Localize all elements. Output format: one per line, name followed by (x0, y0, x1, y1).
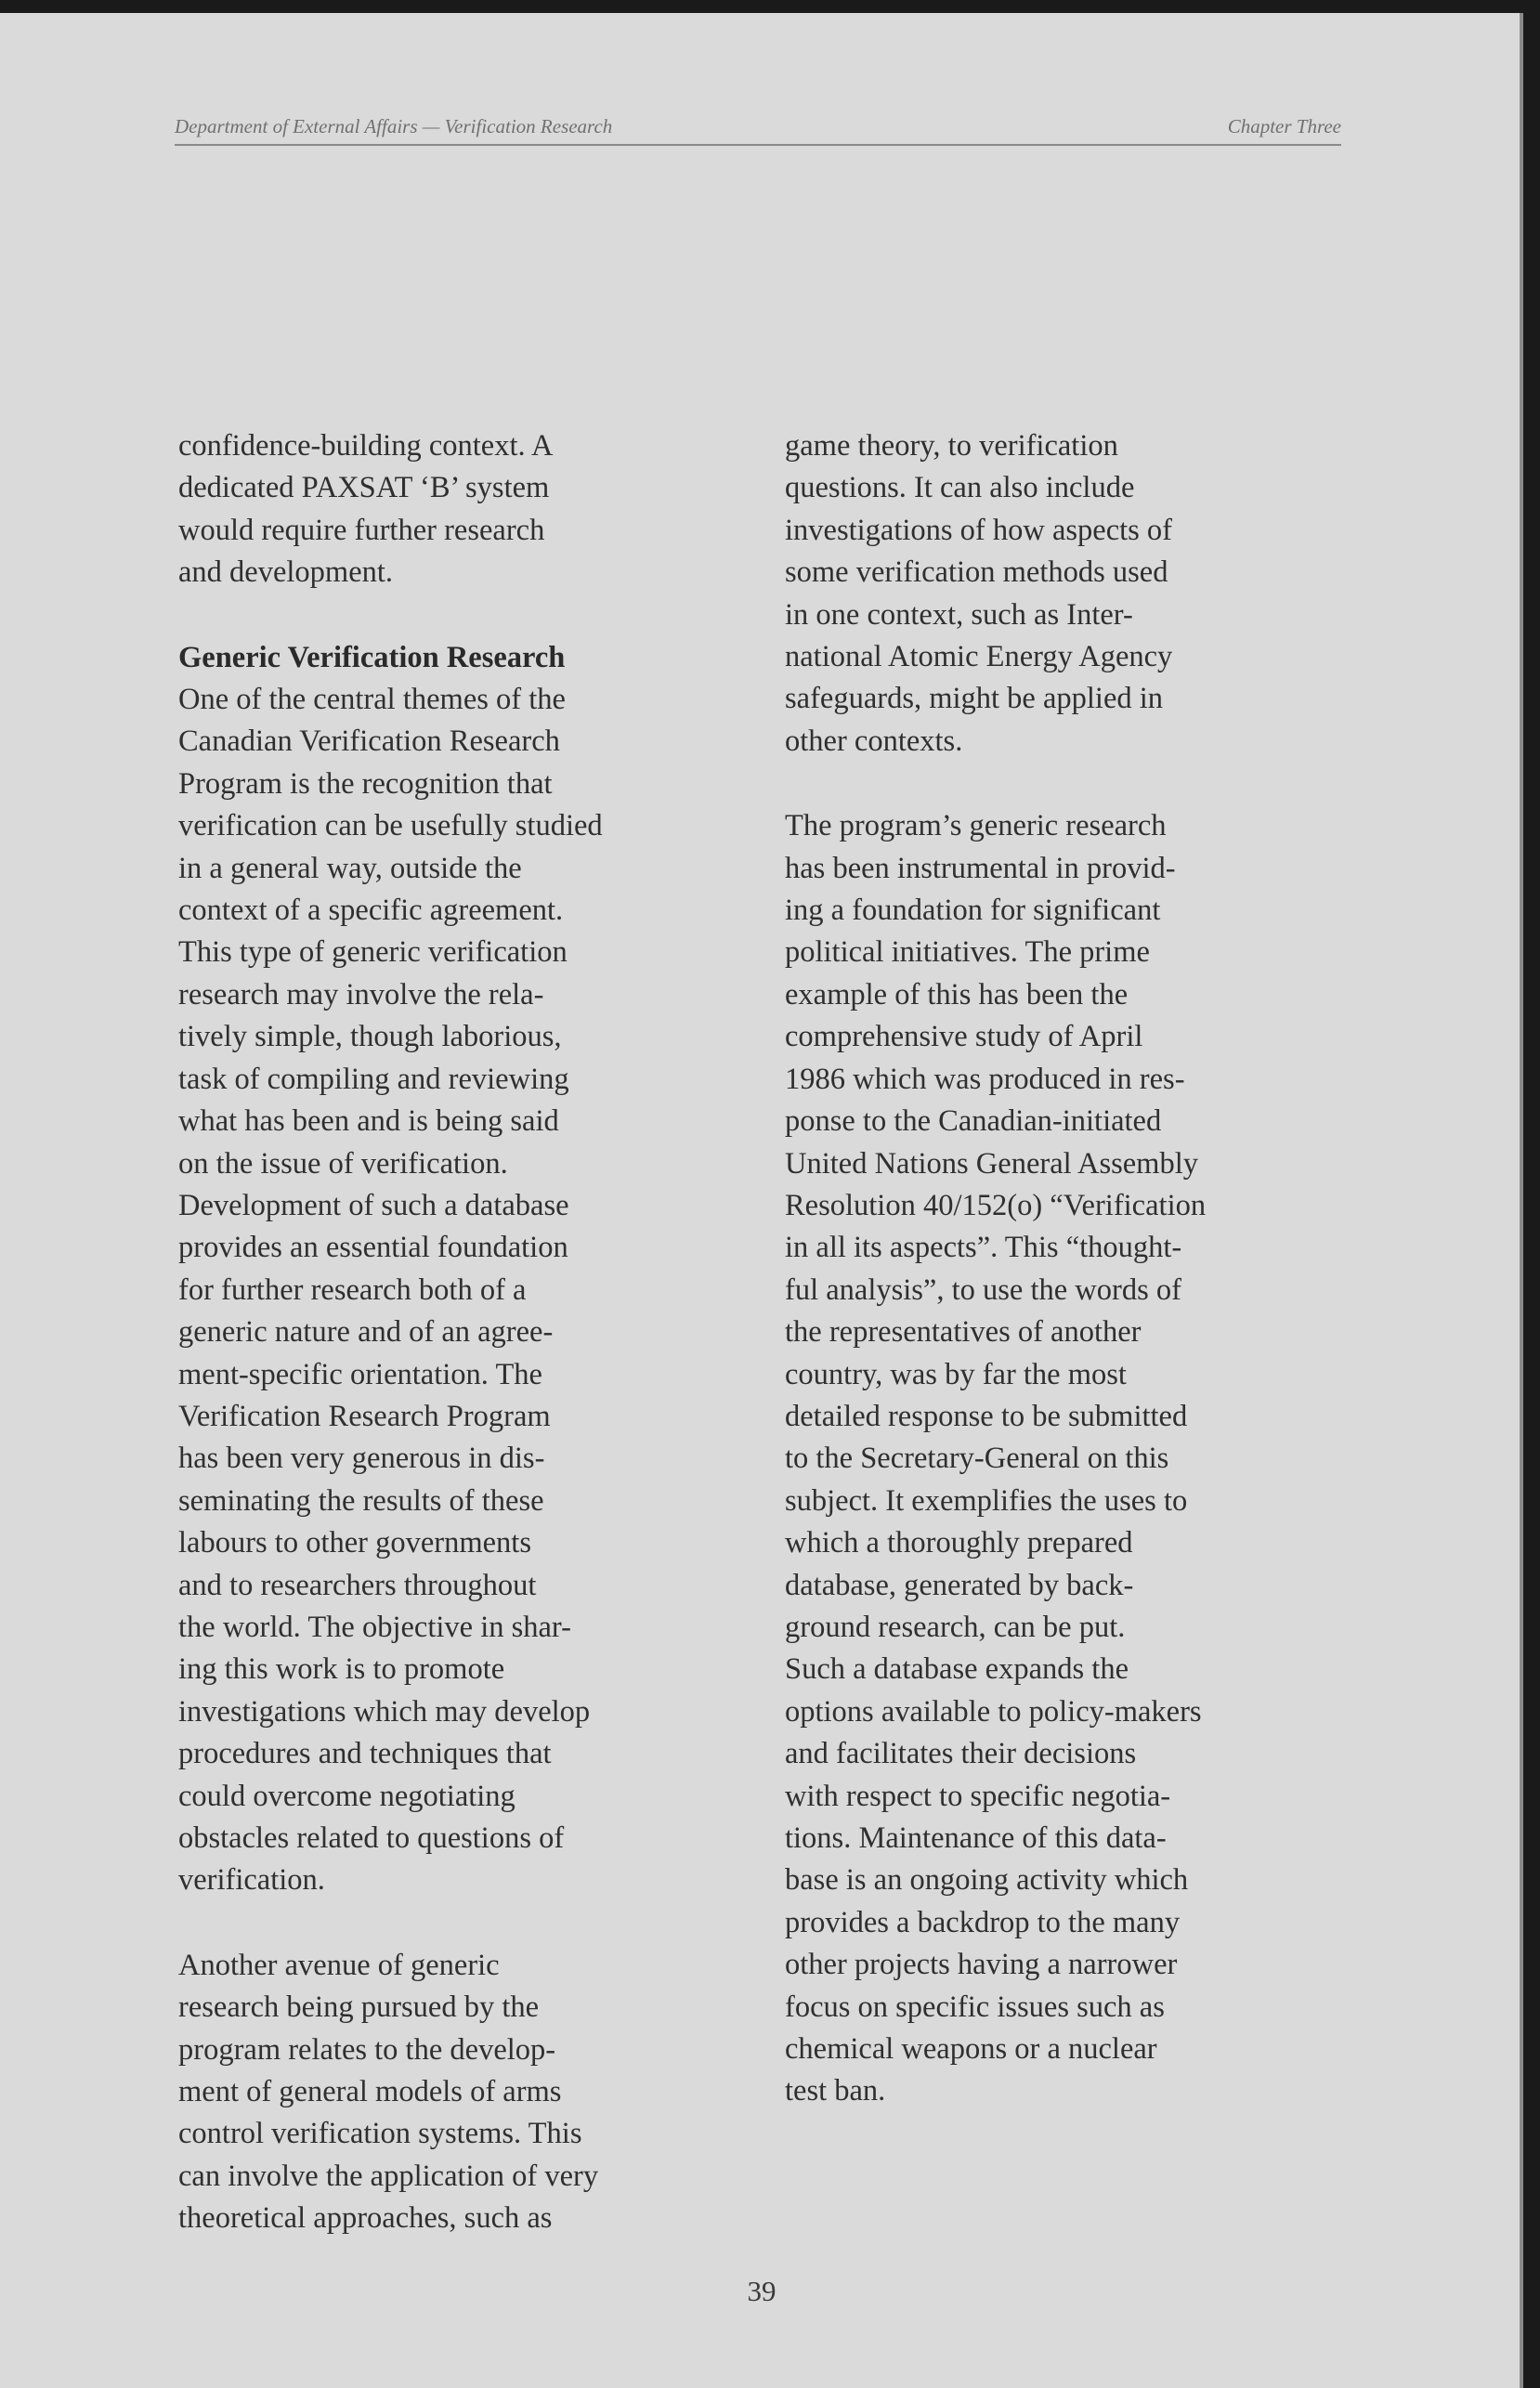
text-line: Development of such a database (178, 1188, 569, 1222)
header-chapter-text: Chapter Three (1227, 115, 1341, 137)
running-header (175, 115, 1341, 146)
text-line: Canadian Verification Research (178, 724, 560, 759)
text-line: detailed response to be submitted (785, 1399, 1188, 1433)
text-line: The program’s generic research (785, 809, 1167, 843)
text-line: safeguards, might be applied in (785, 682, 1164, 716)
text-line: base is an ongoing activity which (785, 1863, 1189, 1898)
text-line: theoretical approaches, such as (178, 2201, 553, 2236)
text-line: political initiatives. The prime (785, 935, 1150, 970)
text-line: This type of generic verification (178, 935, 568, 970)
text-line: ing this work is to promote (178, 1652, 505, 1687)
text-line: research being pursued by the (178, 1990, 540, 2025)
text-line: which a thoroughly prepared (785, 1526, 1133, 1560)
text-line: One of the central themes of the (178, 683, 566, 717)
text-line: seminating the results of these (178, 1483, 544, 1518)
text-line: Such a database expands the (785, 1652, 1129, 1687)
text-line: tions. Maintenance of this data- (785, 1821, 1167, 1855)
text-line: focus on specific issues such as (785, 1990, 1165, 2024)
text-line: Another avenue of generic (178, 1948, 500, 1982)
text-line: has been instrumental in provid- (785, 851, 1176, 885)
text-line: Program is the recognition that (178, 766, 553, 801)
text-line: research may involve the rela- (178, 977, 544, 1011)
text-line: other projects having a narrower (785, 1948, 1178, 1982)
text-line: verification. (178, 1863, 325, 1898)
text-line: verification can be usefully studied (178, 809, 603, 843)
text-line: in one context, such as Inter- (785, 597, 1133, 632)
text-line: test ban. (785, 2074, 886, 2108)
text-line: and to researchers throughout (178, 1568, 537, 1602)
text-line: the world. The objective in shar- (178, 1610, 571, 1644)
text-line: obstacles related to questions of (178, 1821, 565, 1855)
text-line: in a general way, outside the (178, 851, 522, 885)
text-line: for further research both of a (178, 1272, 527, 1307)
text-line: example of this has been the (785, 977, 1129, 1011)
text-line: other contexts. (785, 724, 963, 758)
paragraph-break (785, 763, 1356, 805)
text-line: dedicated PAXSAT ‘B’ system (178, 471, 550, 505)
text-line: comprehensive study of April (785, 1020, 1143, 1054)
header-left-text: Department of External Affairs — Verification Research (175, 115, 613, 137)
text-line: ment of general models of arms (178, 2075, 562, 2109)
paragraph-break (178, 594, 754, 637)
text-line: national Atomic Energy Agency (785, 640, 1173, 674)
text-line: game theory, to verification (785, 429, 1118, 463)
right-text-column (785, 425, 1356, 2113)
text-line: to the Secretary-General on this (785, 1442, 1169, 1476)
text-line: ground research, can be put. (785, 1610, 1126, 1644)
text-line: and facilitates their decisions (785, 1737, 1137, 1771)
text-line: subject. It exemplifies the uses to (785, 1483, 1188, 1518)
text-line: investigations which may develop (178, 1694, 591, 1729)
text-line: options available to policy-makers (785, 1694, 1202, 1729)
page-number: 39 (747, 2275, 777, 2307)
text-line: chemical weapons or a nuclear (785, 2032, 1157, 2067)
text-line: United Nations General Assembly (785, 1146, 1198, 1181)
document-page (0, 13, 1523, 2388)
text-line: procedures and techniques that (178, 1737, 552, 1771)
text-line: generic nature and of an agree- (178, 1315, 554, 1350)
text-line: investigations of how aspects of (785, 513, 1173, 547)
text-line: tively simple, though laborious, (178, 1020, 562, 1054)
text-line: would require further research (178, 513, 545, 547)
text-line: and development. (178, 555, 394, 590)
text-line: questions. It can also include (785, 471, 1135, 505)
text-line: labours to other governments (178, 1526, 531, 1560)
text-line: confidence-building context. A (178, 429, 554, 463)
text-line: on the issue of verification. (178, 1146, 508, 1181)
text-line: context of a specific agreement. (178, 894, 564, 928)
paragraph-break (178, 1902, 754, 1945)
text-line: control verification systems. This (178, 2117, 582, 2151)
text-line: provides an essential foundation (178, 1231, 568, 1265)
text-line: Verification Research Program (178, 1399, 551, 1433)
text-line: can involve the application of very (178, 2159, 599, 2193)
text-line: provides a backdrop to the many (785, 1905, 1181, 1939)
text-line: 1986 which was produced in res- (785, 1062, 1185, 1096)
text-line: ponse to the Canadian-initiated (785, 1104, 1162, 1139)
text-line: has been very generous in dis- (178, 1442, 545, 1476)
text-line: the representatives of another (785, 1315, 1142, 1350)
text-line: ing a foundation for significant (785, 894, 1161, 928)
text-line: in all its aspects”. This “thought- (785, 1231, 1182, 1265)
text-line: program relates to the develop- (178, 2032, 556, 2067)
text-line: country, was by far the most (785, 1357, 1127, 1391)
text-line: Resolution 40/152(o) “Verification (785, 1188, 1207, 1222)
section-heading: Generic Verification Research (178, 640, 566, 674)
text-line: ment-specific orientation. The (178, 1357, 542, 1391)
text-line: with respect to specific negotia- (785, 1779, 1171, 1813)
text-line: what has been and is being said (178, 1104, 559, 1139)
text-line: ful analysis”, to use the words of (785, 1272, 1181, 1307)
text-line: could overcome negotiating (178, 1779, 516, 1813)
text-line: task of compiling and reviewing (178, 1062, 569, 1096)
text-line: database, generated by back- (785, 1568, 1134, 1602)
left-text-column (178, 425, 754, 2240)
text-line: some verification methods used (785, 555, 1168, 590)
